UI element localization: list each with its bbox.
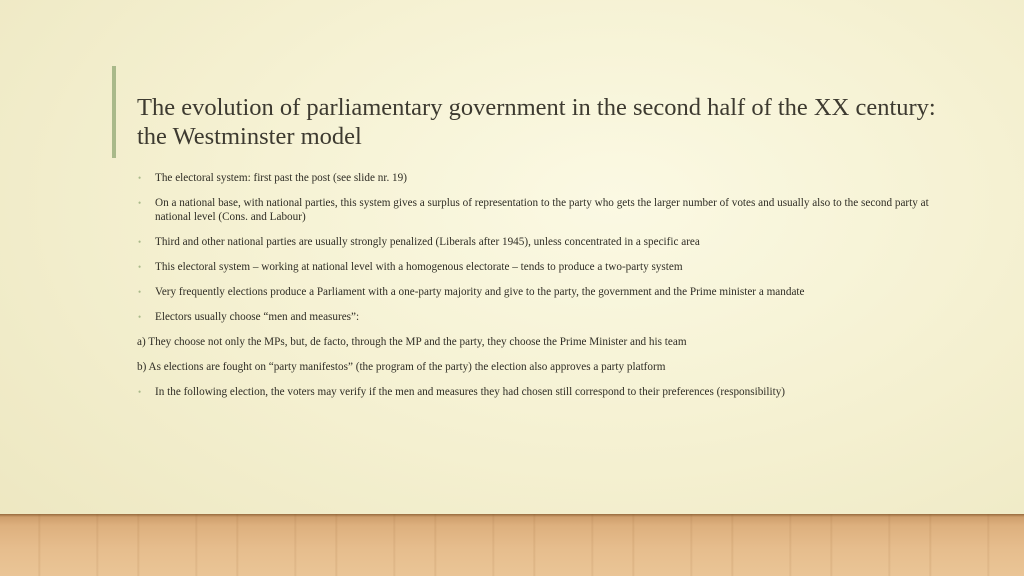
list-item-text: This electoral system – working at national level with a homogenous electorate – tends to produce a two-party system: [155, 261, 683, 273]
wood-floor-decoration: [0, 514, 1024, 576]
bullet-icon: •: [138, 237, 142, 247]
list-item: [137, 171, 937, 185]
list-item: [137, 310, 937, 324]
floor-edge-shadow: [0, 514, 1024, 517]
list-item-text: a) They choose not only the MPs, but, de facto, through the MP and the party, they choose the Prime Minister and his team: [137, 336, 687, 348]
slide-title: The evolution of parliamentary government in the second half of the XX century: the Westminster model: [137, 94, 936, 150]
list-item-text: Electors usually choose “men and measures”:: [155, 311, 360, 323]
bullet-icon: •: [138, 287, 142, 297]
list-item: [137, 385, 937, 399]
list-item-text: The electoral system: first past the post (see slide nr. 19): [155, 172, 407, 184]
list-item-text: Very frequently elections produce a Parliament with a one-party majority and give to the party, the government and the Prime minister a mandate: [155, 286, 805, 298]
list-item-text: In the following election, the voters may verify if the men and measures they had chosen still correspond to their preferences (responsibility): [155, 386, 786, 398]
bullet-icon: •: [138, 312, 142, 322]
list-item: [137, 235, 937, 249]
slide-content: [137, 171, 937, 410]
list-item: [137, 196, 937, 224]
list-item-sub-b: [137, 360, 937, 374]
title-accent-bar: [112, 66, 116, 158]
bullet-icon: •: [138, 173, 142, 183]
bullet-icon: •: [138, 387, 142, 397]
list-item-text: b) As elections are fought on “party manifestos” (the program of the party) the election also approves a party platform: [137, 361, 666, 373]
bullet-icon: •: [138, 262, 142, 272]
list-item-text: On a national base, with national parties, this system gives a surplus of representation to the party who gets the larger number of votes and usually also to the second party at national level (Cons. and Labour): [155, 197, 929, 223]
bullet-icon: •: [138, 198, 142, 208]
list-item-sub-a: [137, 335, 937, 349]
list-item: [137, 260, 937, 274]
list-item: [137, 285, 937, 299]
list-item-text: Third and other national parties are usually strongly penalized (Liberals after 1945), unless concentrated in a specific area: [155, 236, 700, 248]
